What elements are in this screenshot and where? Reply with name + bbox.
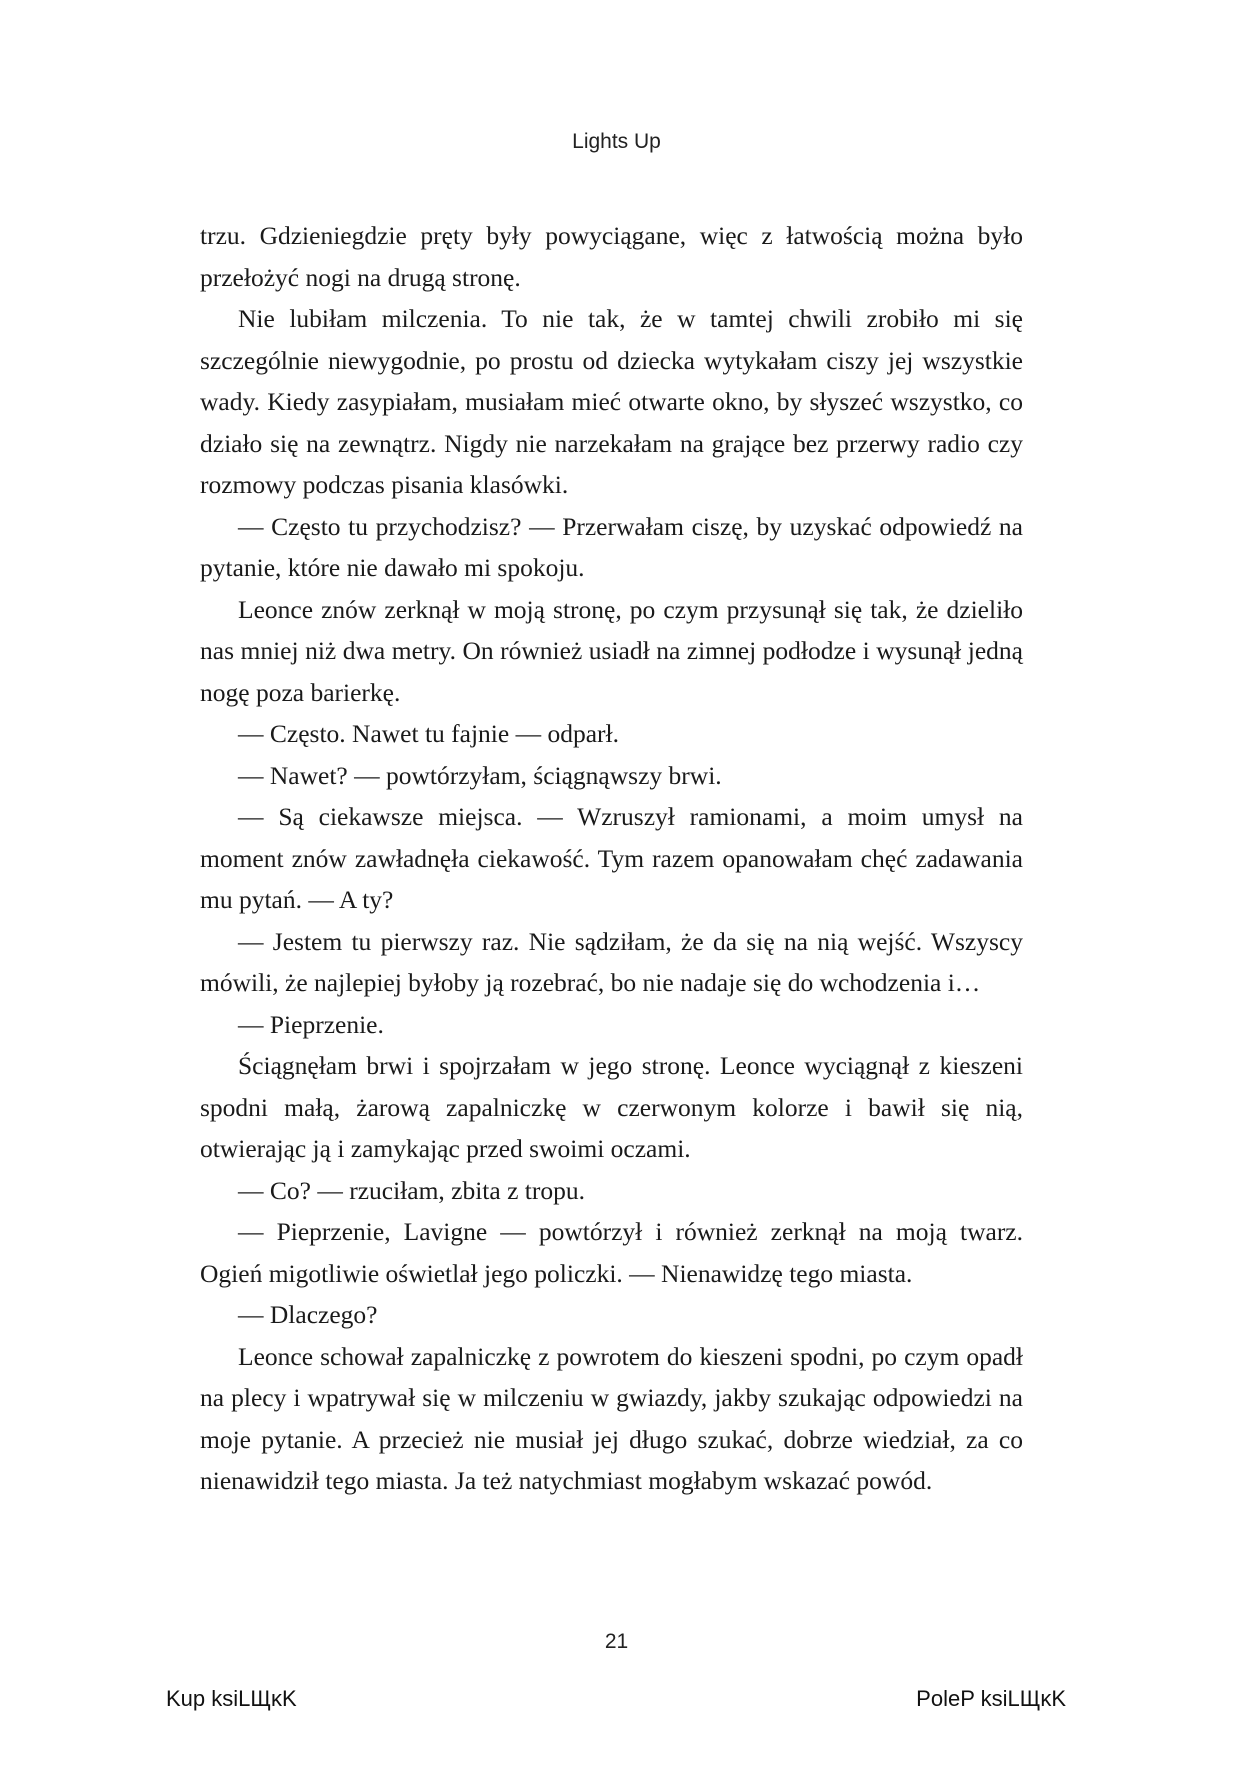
paragraph: — Co? — rzuciłam, zbita z tropu. xyxy=(238,1175,585,1205)
paragraph: Leonce schował zapalniczkę z powrotem do kieszeni spodni, po czym opadł na plecy i wpatrywał się w milczeniu w gwiazdy, jakby szukając odpowiedzi na moje pytanie. A przecież nie musiał jej długo szukać, dobrze wiedział, za co nienawidził tego miasta. Ja też natychmiast mogłabym wskazać powód. xyxy=(200,1341,1023,1495)
paragraph: — Dlaczego? xyxy=(238,1300,378,1329)
paragraph: — Są ciekawsze miejsca. — Wzruszył ramionami, a moim umysł na moment znów zawładnęła ciekawość. Tym razem opanowałam chęć zadawania mu pytań. — A ty? xyxy=(200,802,1023,914)
paragraph: — Pieprzenie, Lavigne — powtórzył i również zerknął na moją twarz. Ogień migotliwie oświetlał jego policzki. — Nienawidzę tego miasta. xyxy=(200,1217,1023,1288)
page-number: 21 xyxy=(604,1630,629,1653)
body-text xyxy=(200,215,1023,1502)
running-header: Lights Up xyxy=(572,130,661,153)
paragraph: — Często tu przychodzisz? — Przerwałam ciszę, by uzyskać odpowiedź na pytanie, które nie dawało mi spokoju. xyxy=(200,511,1023,582)
paragraph: Leonce znów zerknął w moją stronę, po czym przysunął się tak, że dzieliło nas mniej niż dwa metry. On również usiadł na zimnej podłodze i wysunął jedną nogę poza barierkę. xyxy=(200,594,1023,707)
recommend-book-link[interactable]: PoleP ksiLЩĸK xyxy=(916,1686,1066,1711)
buy-book-link[interactable]: Kup ksiLЩĸK xyxy=(166,1686,297,1711)
paragraph: — Nawet? — powtórzyłam, ściągnąwszy brwi. xyxy=(238,760,722,790)
paragraph: — Jestem tu pierwszy raz. Nie sądziłam, że da się na nią wejść. Wszyscy mówili, że najlepiej byłoby ją rozebrać, bo nie nadaje się do wchodzenia i… xyxy=(200,926,1023,997)
paragraph: — Pieprzenie. xyxy=(238,1009,384,1039)
paragraph: Nie lubiłam milczenia. To nie tak, że w tamtej chwili zrobiło mi się szczególnie niewygodnie, po prostu od dziecka wytykałam ciszy jej wszystkie wady. Kiedy zasypiałam, musiałam mieć otwarte okno, by słyszeć wszystko, co działo się na zewnątrz. Nigdy nie narzekałam na grające bez przerwy radio czy rozmowy podczas pisania klasówki. xyxy=(200,304,1023,499)
paragraph: — Często. Nawet tu fajnie — odparł. xyxy=(238,719,619,748)
paragraph: Ściągnęłam brwi i spojrzałam w jego stronę. Leonce wyciągnął z kieszeni spodni małą, żarową zapalniczkę w czerwonym kolorze i bawił się nią, otwierając ją i zamykając przed swoimi oczami. xyxy=(200,1051,1023,1163)
paragraph: trzu. Gdzieniegdzie pręty były powyciągane, więc z łatwością można było przełożyć nogi na drugą stronę. xyxy=(200,221,1023,292)
